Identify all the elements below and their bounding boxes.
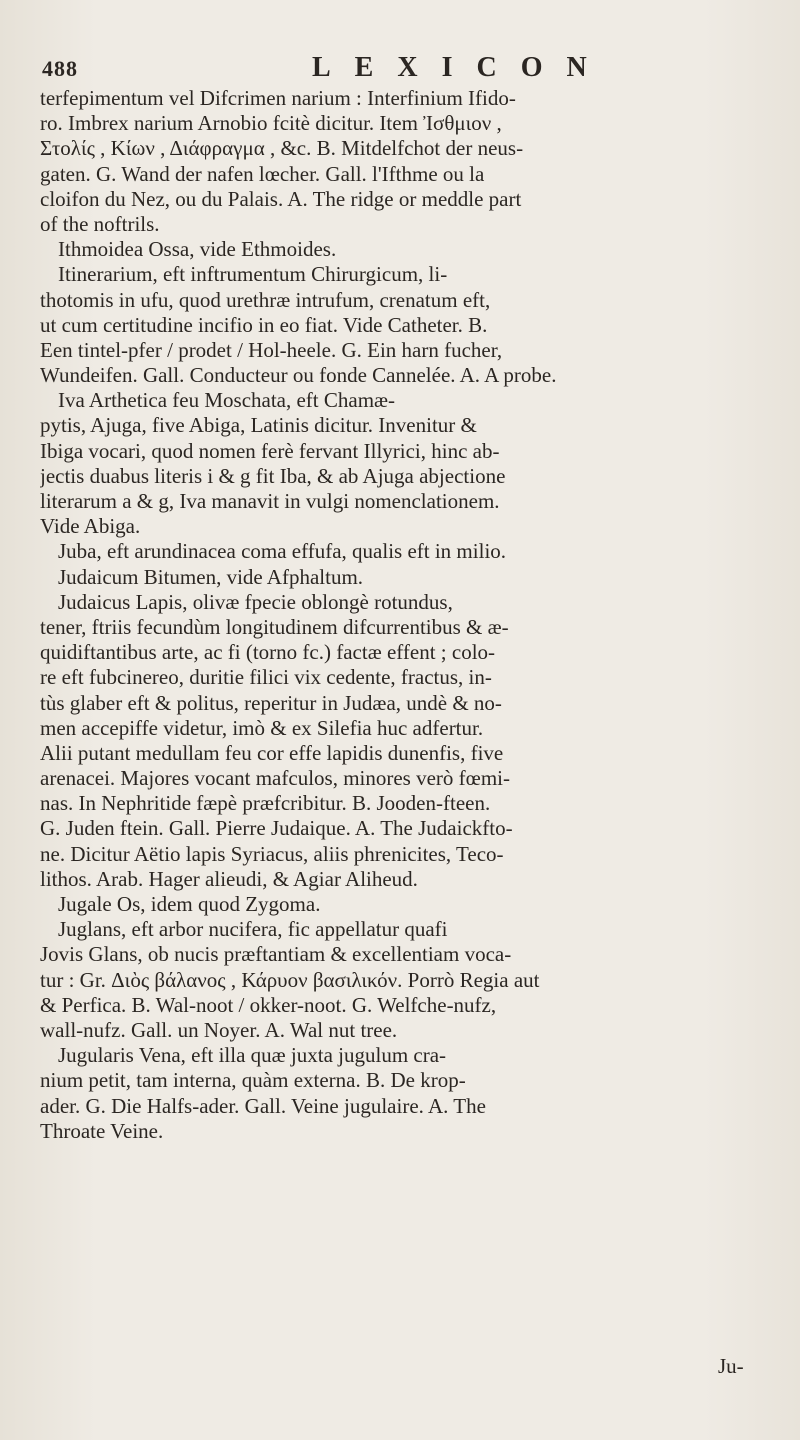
text-line: Throate Veine. — [40, 1118, 164, 1143]
entry-headword-line: Jugularis Vena, eft illa quæ juxta jugulum cra- — [58, 1043, 447, 1068]
text-line: Alii putant medullam feu cor effe lapidis dunenfis, five — [40, 740, 504, 765]
entry-headword-line: Judaicum Bitumen, vide Afphaltum. — [58, 564, 364, 589]
text-line: lithos. Arab. Hager alieudi, & Agiar Aliheud. — [40, 866, 418, 891]
page-number: 488 — [42, 56, 78, 81]
text-line: men accepiffe videtur, imò & ex Silefia huc adfertur. — [40, 715, 484, 740]
entry-headword-line: Juba, eft arundinacea coma effufa, qualis eft in milio. — [58, 539, 507, 564]
text-line: Jovis Glans, ob nucis præftantiam & excellentiam voca- — [40, 942, 512, 967]
text-line: tur : Gr. Διὸς βάλανος , Κάρυον βασιλικόν. Porrò Regia aut — [40, 967, 540, 992]
text-line: quidiftantibus arte, ac fi (torno fc.) factæ effent ; colo- — [40, 640, 496, 665]
text-line: tùs glaber eft & politus, reperitur in Judæa, undè & no- — [40, 690, 502, 715]
text-line: arenacei. Majores vocant mafculos, minores verò fœmi- — [40, 766, 510, 791]
text-line: ne. Dicitur Aëtio lapis Syriacus, aliis phrenicites, Teco- — [40, 841, 504, 866]
text-line: ut cum certitudine incifio in eo fiat. Vide Catheter. B. — [40, 312, 488, 337]
text-line: Στολίς , Κίων , Διάφραγμα , &c. B. Mitdelfchot der neus- — [40, 136, 524, 161]
text-line: nium petit, tam interna, quàm externa. B. De krop- — [40, 1068, 466, 1093]
text-line: literarum a & g, Iva manavit in vulgi nomenclationem. — [40, 489, 500, 513]
text-line: Ibiga vocari, quod nomen ferè fervant Illyrici, hinc ab- — [40, 438, 500, 463]
entry-headword-line: Iva Arthetica feu Moschata, eft Chamæ- — [58, 388, 396, 413]
entry-headword-line: Itinerarium, eft inftrumentum Chirurgicum, li- — [58, 262, 448, 287]
text-line: tener, ftriis fecundùm longitudinem difcurrentibus & æ- — [40, 614, 509, 639]
text-line: ro. Imbrex narium Arnobio fcitè dicitur. Item Ἰσθμιον , — [40, 111, 502, 136]
text-line: wall-nufz. Gall. un Noyer. A. Wal nut tree. — [40, 1017, 398, 1042]
text-line: thotomis in ufu, quod urethræ intrufum, crenatum eft, — [40, 287, 491, 312]
text-line: cloifon du Nez, ou du Palais. A. The ridge or meddle part — [40, 186, 522, 211]
text-line: jectis duabus literis i & g fit Iba, & ab Ajuga abjectione — [40, 463, 506, 488]
catchword: Ju- — [718, 1354, 744, 1378]
text-line: Een tintel-pfer / prodet / Hol-heele. G. Ein harn fucher, — [40, 337, 503, 362]
entry-headword-line: Juglans, eft arbor nucifera, fic appellatur quafi — [58, 917, 448, 942]
text-line: pytis, Ajuga, five Abiga, Latinis dicitur. Invenitur & — [40, 413, 477, 438]
entry-headword-line: Ithmoidea Ossa, vide Ethmoides. — [58, 237, 337, 262]
text-line: ader. G. Die Halfs-ader. Gall. Veine jugulaire. A. The — [40, 1093, 486, 1118]
text-line: Wundeifen. Gall. Conducteur ou fonde Cannelée. A. A probe. — [40, 363, 557, 388]
running-head: LEXICON — [312, 52, 611, 83]
text-line: gaten. G. Wand der nafen lœcher. Gall. l'Ifthme ou la — [40, 161, 485, 186]
text-line: re eft fubcinereo, duritie filici vix cedente, fractus, in- — [40, 665, 492, 690]
text-line: & Perfica. B. Wal-noot / okker-noot. G. Welfche-nufz, — [40, 992, 497, 1017]
text-line: of the noftrils. — [40, 211, 160, 236]
text-line: terfepimentum vel Difcrimen narium : Interfinium Ifido- — [40, 86, 516, 110]
entry-headword-line: Jugale Os, idem quod Zygoma. — [58, 892, 321, 916]
text-line: Vide Abiga. — [40, 514, 141, 539]
text-line: nas. In Nephritide fæpè præfcribitur. B. Jooden-fteen. — [40, 791, 491, 816]
entry-headword-line: Judaicus Lapis, olivæ fpecie oblongè rotundus, — [58, 589, 453, 614]
dictionary-text — [40, 86, 780, 1144]
text-line: G. Juden ftein. Gall. Pierre Judaique. A. The Judaickfto- — [40, 816, 513, 841]
